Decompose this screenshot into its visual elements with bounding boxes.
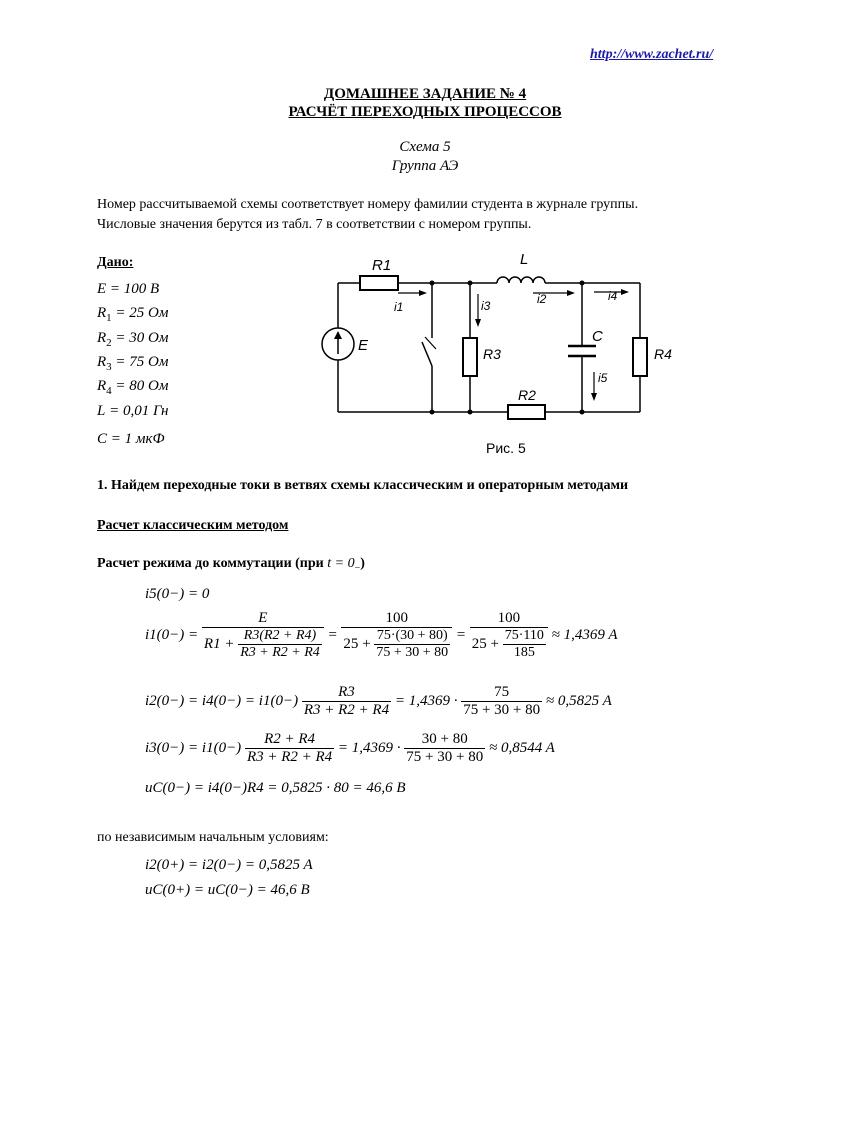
circuit-diagram [310, 250, 670, 430]
label-i4: i4 [608, 289, 618, 303]
equation-i2-i4: i2(0−) = i4(0−) = i1(0−) $\frac{R3}{R3 + R2 + R4}$ = 1,4369 · $\frac{75}{75 + 30 + 80}$ ≈ 0,5825 A [145, 684, 612, 718]
label-i5: i5 [598, 371, 608, 385]
title-line-2: РАСЧЁТ ПЕРЕХОДНЫХ ПРОЦЕССОВ [288, 104, 562, 120]
given-item: $R_4 = 80$ Ом [97, 378, 169, 397]
classic-method-heading: Расчет классическим методом [97, 518, 289, 533]
equation-uc: uC(0−) = i4(0−)R4 = 0,5825 · 80 = 46,6 B [145, 780, 406, 796]
label-i3: i3 [481, 299, 491, 313]
figure-caption: Рис. 5 [486, 440, 526, 456]
intro-line-1: Номер рассчитываемой схемы соответствует номеру фамилии студента в журнале группы. [97, 197, 639, 212]
intro-line-2: Числовые значения берутся из табл. 7 в соответствии с номером группы. [97, 217, 532, 232]
label-r3: R3 [483, 346, 501, 362]
independent-conditions-label: по независимым начальным условиям: [97, 830, 329, 845]
equation-i2-plus: i2(0+) = i2(0−) = 0,5825 A [145, 857, 313, 873]
scheme-label: Схема 5 [399, 139, 451, 155]
label-i1: i1 [394, 300, 404, 314]
group-label: Группа АЭ [391, 158, 459, 174]
label-r2: R2 [518, 387, 536, 403]
given-item: L = 0,01 Гн [97, 403, 169, 419]
equation-i1: i1(0−) = E R1 + $\frac{R3(R2 + R4)}{R3 + R2 + R4}$ = 100 25 + $\frac{75\cdot(30 + 80)}{75 + 30 + 80}$ = 100 25 + $\frac{75\cdot 110}{185}$ ≈ 1,4369 A [145, 610, 618, 660]
section-1-heading: 1. Найдем переходные токи в ветвях схемы классическим и операторным методами [97, 478, 629, 493]
given-item: $R_2 = 30$ Ом [97, 330, 169, 349]
source-link[interactable]: http://www.zachet.ru/ [590, 47, 714, 62]
title-line-1: ДОМАШНЕЕ ЗАДАНИЕ № 4 [323, 86, 527, 102]
given-item: C = 1 мкФ [97, 431, 165, 447]
given-item: $R_3 = 75$ Ом [97, 354, 169, 373]
equation-i3: i3(0−) = i1(0−) $\frac{R2 + R4}{R3 + R2 + R4}$ = 1,4369 · $\frac{30 + 80}{75 + 30 + 80}$ ≈ 0,8544 A [145, 731, 555, 765]
equation-i5: i5(0−) = 0 [145, 586, 210, 602]
given-label: Дано: [97, 255, 134, 270]
label-e: E [358, 337, 369, 354]
label-l: L [520, 251, 529, 268]
given-item: E = 100 В [97, 281, 160, 297]
label-c: C [592, 328, 603, 345]
label-r4: R4 [654, 346, 672, 362]
label-r1: R1 [372, 257, 392, 274]
label-i2: i2 [537, 292, 547, 306]
given-item: $R_1 = 25$ Ом [97, 305, 169, 324]
pre-switch-heading: Расчет режима до коммутации (при $t = 0_-$) [97, 556, 365, 574]
equation-uc-plus: uC(0+) = uC(0−) = 46,6 B [145, 882, 310, 898]
